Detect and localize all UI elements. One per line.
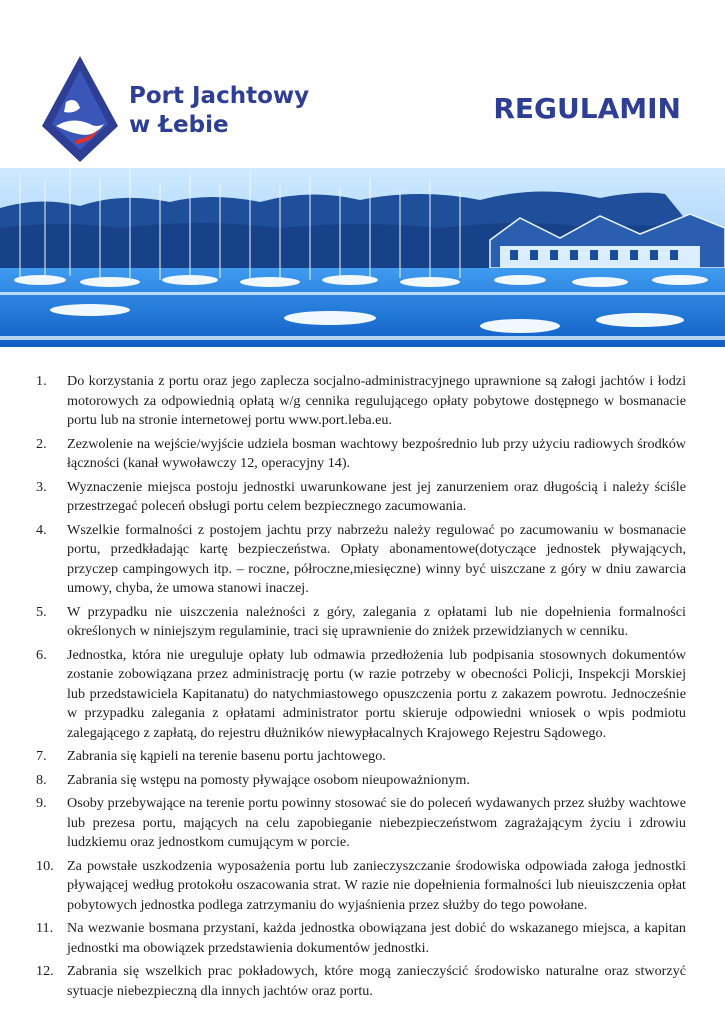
rule-text: Zabrania się kąpieli na terenie basenu portu jachtowego.	[67, 748, 386, 764]
rule-text: Wyznaczenie miejsca postoju jednostki uwarunkowane jest jej zanurzeniem oraz długością i należy ściśle przestrzegać poleceń obsługi portu celem bezpiecznego zacumowania.	[67, 478, 686, 514]
rule-number: 1.	[36, 373, 47, 389]
rule-text: Do korzystania z portu oraz jego zaplecza socjalno-administracyjnego uprawnione są załogi jachtów i łodzi motorowych za odpowiednią opłatą w/g cennika regulującego opłaty pobytowe dostępnego w bosmanacie portu lub na stronie internetowej portu www.port.leba.eu.	[67, 373, 686, 428]
rule-text: Jednostka, która nie ureguluje opłaty lub odmawia przedłożenia lub podpisania stosownych dokumentów zostanie zobowiązana przez administrację portu (w razie potrzeby w obecności Policji, Inspekcji Morskiej lub przedstawiciela Kapitanatu) do natychmiastowego opuszczenia portu z zakazem powrotu. Jednocześnie w przypadku zalegania z opłatami administrator portu skieruje odpowiedni wniosek o wpis podmiotu zalegającego z zapłatą, do rejestru dłużników niewypłacalnych Krajowego Rejestru Sądowego.	[67, 646, 686, 741]
rule-number: 7.	[36, 748, 47, 764]
rule-number: 10.	[36, 857, 54, 874]
rule-item	[36, 857, 686, 916]
rule-item	[36, 603, 686, 642]
rule-item	[36, 771, 686, 791]
brand-line2: w Łebie	[129, 112, 229, 138]
rule-number: 6.	[36, 646, 47, 663]
rule-text: W przypadku nie uiszczenia należności z góry, zalegania z opłatami lub nie dopełnienia formalności określonych w niniejszym regulaminie, traci się uprawnienie do zniżek przewidzianych w cenniku.	[67, 603, 686, 639]
sailboat-logo-icon	[42, 56, 118, 162]
rule-number: 4.	[36, 521, 47, 538]
page-header	[0, 0, 725, 168]
brand-name	[129, 82, 309, 140]
rule-item	[36, 747, 686, 767]
rule-text: Zezwolenie na wejście/wyjście udziela bosman wachtowy bezpośrednio lub przy użyciu radiowych środków łączności (kanał wywoławczy 12, operacyjny 14).	[67, 435, 686, 471]
rule-text: Za powstałe uszkodzenia wyposażenia portu lub zanieczyszczanie środowiska odpowiada załoga jednostki pływającej według protokołu oszacowania strat. W razie nie dopełnienia formalności lub nieuiszczenia opłat pobytowych jednostka podlega zatrzymaniu do wyjaśnienia przez służby do tego powołane.	[67, 857, 686, 913]
rule-item	[36, 521, 686, 599]
rule-text: Zabrania się wszelkich prac pokładowych, które mogą zanieczyścić środowisko naturalne oraz stworzyć sytuacje niebezpieczną dla innych jachtów oraz portu.	[67, 963, 686, 999]
rule-number: 2.	[36, 435, 47, 452]
rule-text: Na wezwanie bosmana przystani, każda jednostka obowiązana jest dobić do wskazanego miejsca, a kapitan jednostki ma obowiązek przedstawienia dokumentów jednostki.	[67, 920, 686, 956]
rule-number: 5.	[36, 603, 47, 620]
page-title: REGULAMIN	[493, 92, 681, 125]
rule-text: Zabrania się wstępu na pomosty pływające osobom nieupoważnionym.	[67, 771, 470, 788]
rule-item	[36, 372, 686, 431]
rule-item	[36, 478, 686, 517]
brand-line1: Port Jachtowy	[129, 83, 310, 109]
rules-list	[36, 372, 686, 1005]
rule-number: 8.	[36, 771, 47, 788]
rule-item	[36, 646, 686, 744]
rule-item	[36, 435, 686, 474]
rule-number: 12.	[36, 963, 54, 979]
rule-number: 3.	[36, 478, 47, 495]
rule-number: 11.	[36, 920, 54, 936]
rule-text: Wszelkie formalności z postojem jachtu przy nabrzeżu należy regulować po zacumowaniu w bosmanacie portu, przedkładając kartę bezpieczeństwa. Opłaty abonamentowe(dotyczące jednostek pływających, przyczep campingowych itp. – roczne, półroczne,miesięczne) winny być uiszczane z góry w dniu zawarcia umowy, chyba, że umowa stanowi inaczej.	[67, 521, 686, 596]
rule-number: 9.	[36, 795, 47, 811]
rule-item	[36, 919, 686, 958]
marina-photo	[0, 168, 725, 347]
rule-item	[36, 794, 686, 853]
rule-text: Osoby przebywające na terenie portu powinny stosować sie do poleceń wydawanych przez służby wachtowe lub prezesa portu, mających na celu zapobieganie niebezpieczeństwom zagrażającym życiu i zdrowiu ludzkiemu oraz jednostkom cumującym w porcie.	[67, 795, 686, 850]
rule-item	[36, 962, 686, 1001]
